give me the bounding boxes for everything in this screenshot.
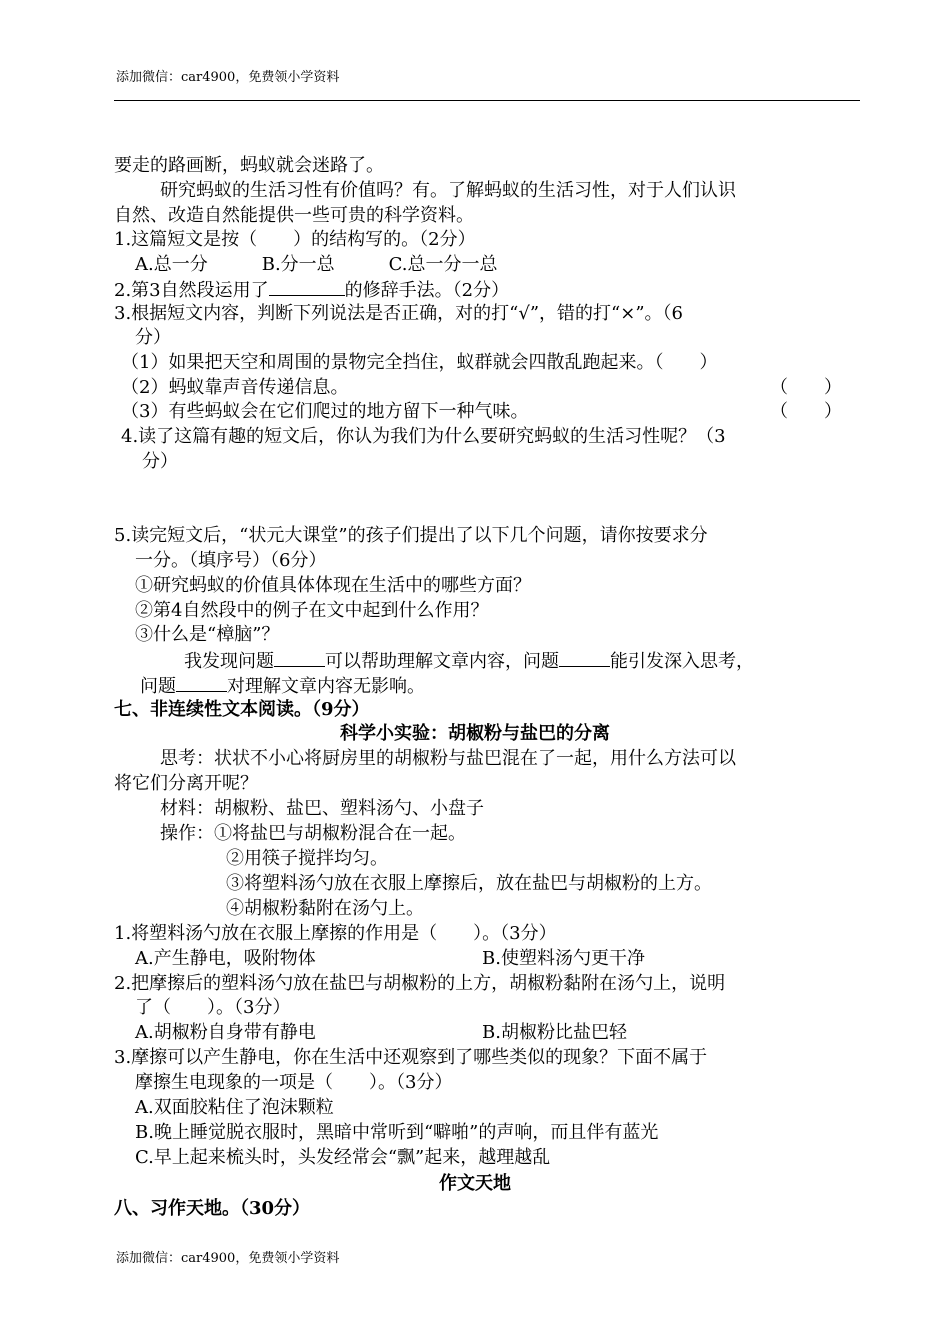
question-1-options: A.总一分 B.分一总 C.总一分一总 bbox=[135, 254, 498, 275]
fill-in-line-2: 问题 对理解文章内容无影响。 bbox=[140, 673, 425, 699]
answer-blank[interactable] bbox=[559, 648, 610, 667]
exp-q3-option-a: A.双面胶粘住了泡沫颗粒 bbox=[135, 1097, 334, 1118]
answer-blank[interactable] bbox=[269, 277, 345, 296]
paragraph-line: 研究蚂蚁的生活习性有价值吗？有。了解蚂蚁的生活习性，对于人们认识 bbox=[160, 180, 736, 201]
sub-question-3: ③什么是“樟脑”？ bbox=[135, 624, 280, 645]
experiment-step-4: ④胡椒粉黏附在汤勺上。 bbox=[226, 898, 424, 919]
experiment-think-cont: 将它们分离开呢？ bbox=[114, 773, 258, 794]
question-5-cont: 一分。（填序号）（6分） bbox=[135, 550, 327, 571]
exp-q2-option-a: A.胡椒粉自身带有静电 bbox=[135, 1022, 316, 1043]
exp-question-2: 2.把摩擦后的塑料汤勺放在盐巴与胡椒粉的上方，胡椒粉黏附在汤勺上，说明 bbox=[114, 973, 726, 994]
exp-question-1: 1.将塑料汤勺放在衣服上摩擦的作用是（ ）。（3分） bbox=[114, 923, 557, 944]
experiment-think: 思考：状状不小心将厨房里的胡椒粉与盐巴混在了一起，用什么方法可以 bbox=[160, 748, 736, 769]
experiment-title: 科学小实验：胡椒粉与盐巴的分离 bbox=[340, 723, 610, 744]
exp-question-2-cont: 了（ ）。（3分） bbox=[135, 997, 291, 1018]
question-4-cont: 分） bbox=[142, 451, 178, 472]
question-2-text-end: 的修辞手法。（2分） bbox=[344, 280, 510, 301]
question-2-text: 2.第3自然段运用了 bbox=[114, 280, 269, 301]
sub-question-2: ②第4自然段中的例子在文中起到什么作用？ bbox=[135, 600, 489, 621]
question-3: 3.根据短文内容，判断下列说法是否正确，对的打“√”，错的打“×”。（6 bbox=[114, 303, 683, 324]
composition-title: 作文天地 bbox=[439, 1173, 511, 1194]
section-8-heading: 八、习作天地。（30分） bbox=[114, 1198, 311, 1219]
page-header: 添加微信：car4900，免费领小学资料 bbox=[116, 70, 340, 85]
header-rule bbox=[114, 100, 860, 101]
answer-paren[interactable]: （ ） bbox=[770, 377, 842, 398]
statement-1: （1）如果把天空和周围的景物完全挡住，蚁群就会四散乱跑起来。（ ） bbox=[121, 352, 718, 373]
page-footer: 添加微信：car4900，免费领小学资料 bbox=[116, 1251, 340, 1266]
answer-blank[interactable] bbox=[176, 673, 227, 692]
exp-q3-option-b: B.晚上睡觉脱衣服时，黑暗中常听到“噼啪”的声响，而且伴有蓝光 bbox=[135, 1122, 659, 1143]
question-1: 1.这篇短文是按（ ）的结构写的。（2分） bbox=[114, 229, 476, 250]
exp-q3-option-c: C.早上起来梳头时，头发经常会“飘”起来，越理越乱 bbox=[135, 1147, 551, 1168]
experiment-step-2: ②用筷子搅拌均匀。 bbox=[226, 848, 388, 869]
statement-2: （2）蚂蚁靠声音传递信息。 bbox=[121, 377, 349, 398]
exp-q2-option-b: B.胡椒粉比盐巴轻 bbox=[482, 1022, 627, 1043]
exp-question-3-cont: 摩擦生电现象的一项是（ ）。（3分） bbox=[135, 1072, 453, 1093]
experiment-step-1: 操作：①将盐巴与胡椒粉混合在一起。 bbox=[160, 823, 466, 844]
experiment-materials: 材料：胡椒粉、盐巴、塑料汤勺、小盘子 bbox=[160, 798, 484, 819]
exp-question-3: 3.摩擦可以产生静电，你在生活中还观察到了哪些类似的现象？下面不属于 bbox=[114, 1047, 708, 1068]
question-5: 5.读完短文后，“状元大课堂”的孩子们提出了以下几个问题，请你按要求分 bbox=[114, 525, 708, 546]
answer-paren[interactable]: （ ） bbox=[770, 401, 842, 422]
question-3-cont: 分） bbox=[135, 327, 171, 348]
question-4: 4.读了这篇有趣的短文后，你认为我们为什么要研究蚂蚁的生活习性呢？（3 bbox=[121, 426, 726, 447]
exp-q1-option-b: B.使塑料汤勺更干净 bbox=[482, 948, 645, 969]
text-line: 要走的路画断，蚂蚁就会迷路了。 bbox=[114, 155, 384, 176]
paragraph-line: 自然、改造自然能提供一些可贵的科学资料。 bbox=[114, 205, 474, 226]
statement-3: （3）有些蚂蚁会在它们爬过的地方留下一种气味。 bbox=[121, 401, 529, 422]
question-2 bbox=[114, 277, 509, 303]
experiment-step-3: ③将塑料汤勺放在衣服上摩擦后，放在盐巴与胡椒粉的上方。 bbox=[226, 873, 712, 894]
section-7-heading: 七、非连续性文本阅读。（9分） bbox=[114, 699, 370, 720]
sub-question-1: ①研究蚂蚁的价值具体体现在生活中的哪些方面？ bbox=[135, 575, 531, 596]
fill-in-line: 我发现问题 可以帮助理解文章内容，问题 能引发深入思考， bbox=[184, 648, 754, 674]
answer-blank[interactable] bbox=[274, 648, 325, 667]
exp-q1-option-a: A.产生静电，吸附物体 bbox=[135, 948, 316, 969]
